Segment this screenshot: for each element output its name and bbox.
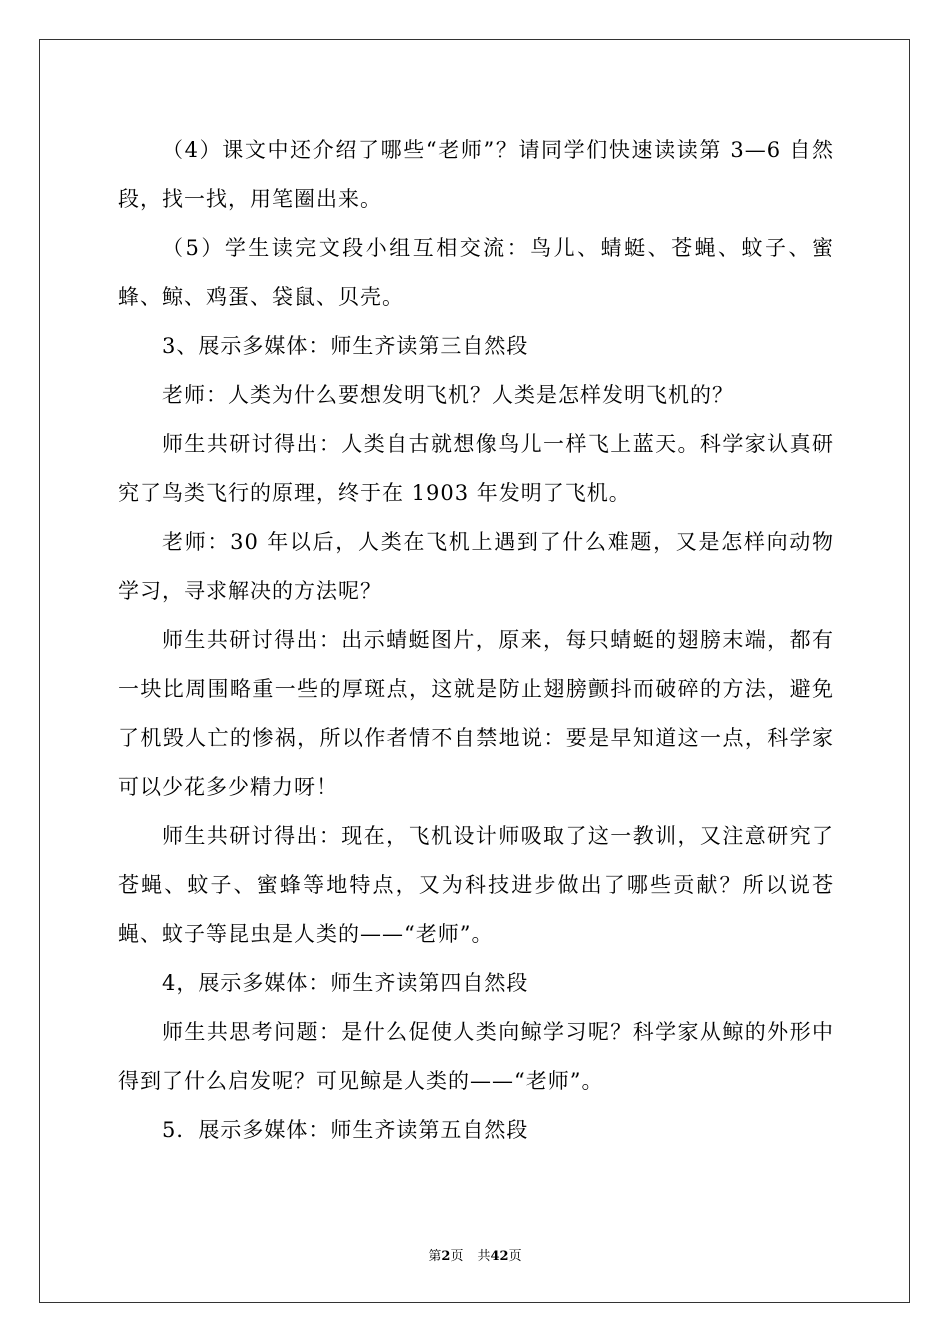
paragraph-8: 师生共研讨得出：现在，飞机设计师吸取了这一教训，又注意研究了苍蝇、蚊子、蜜蜂等地特点，又为科技进步做出了哪些贡献？所以说苍蝇、蚊子等昆虫是人类的——“老师”。	[118, 824, 834, 946]
paragraph-7: 师生共研讨得出：出示蜻蜓图片，原来，每只蜻蜓的翅膀末端，都有一块比周围略重一些的厚斑点，这就是防止翅膀颤抖而破碎的方法，避免了机毁人亡的惨祸，所以作者情不自禁地说：要是早知道这一点，科学家可以少花多少精力呀！	[118, 628, 834, 799]
document-body	[118, 126, 834, 1155]
footer-page-number: 2	[441, 1249, 451, 1264]
paragraph-4: 老师：人类为什么要想发明飞机？人类是怎样发明飞机的？	[162, 383, 734, 407]
footer-page-suffix: 页	[450, 1249, 464, 1264]
footer-page-prefix: 第	[428, 1249, 442, 1264]
paragraph-2: （5）学生读完文段小组互相交流：鸟儿、蜻蜓、苍蝇、蚊子、蜜蜂、鲸、鸡蛋、袋鼠、贝壳。	[118, 236, 834, 309]
paragraph-9: 4，展示多媒体：师生齐读第四自然段	[162, 971, 529, 995]
footer-total-suffix: 页	[508, 1249, 522, 1264]
paragraph-3: 3、展示多媒体：师生齐读第三自然段	[162, 334, 529, 358]
paragraph-6: 老师：30 年以后，人类在飞机上遇到了什么难题，又是怎样向动物学习，寻求解决的方法呢？	[118, 530, 834, 603]
paragraph-11: 5．展示多媒体：师生齐读第五自然段	[162, 1118, 529, 1142]
paragraph-5: 师生共研讨得出：人类自古就想像鸟儿一样飞上蓝天。科学家认真研究了鸟类飞行的原理，终于在 1903 年发明了飞机。	[118, 432, 834, 505]
footer-total-pages: 42	[490, 1249, 509, 1264]
footer-total-prefix: 共	[477, 1249, 491, 1264]
paragraph-1: （4）课文中还介绍了哪些“老师”？请同学们快速读读第 3—6 自然段，找一找，用笔圈出来。	[118, 138, 834, 211]
paragraph-10: 师生共思考问题：是什么促使人类向鲸学习呢？科学家从鲸的外形中得到了什么启发呢？可见鲸是人类的——“老师”。	[118, 1020, 834, 1093]
page-footer	[0, 1245, 950, 1264]
